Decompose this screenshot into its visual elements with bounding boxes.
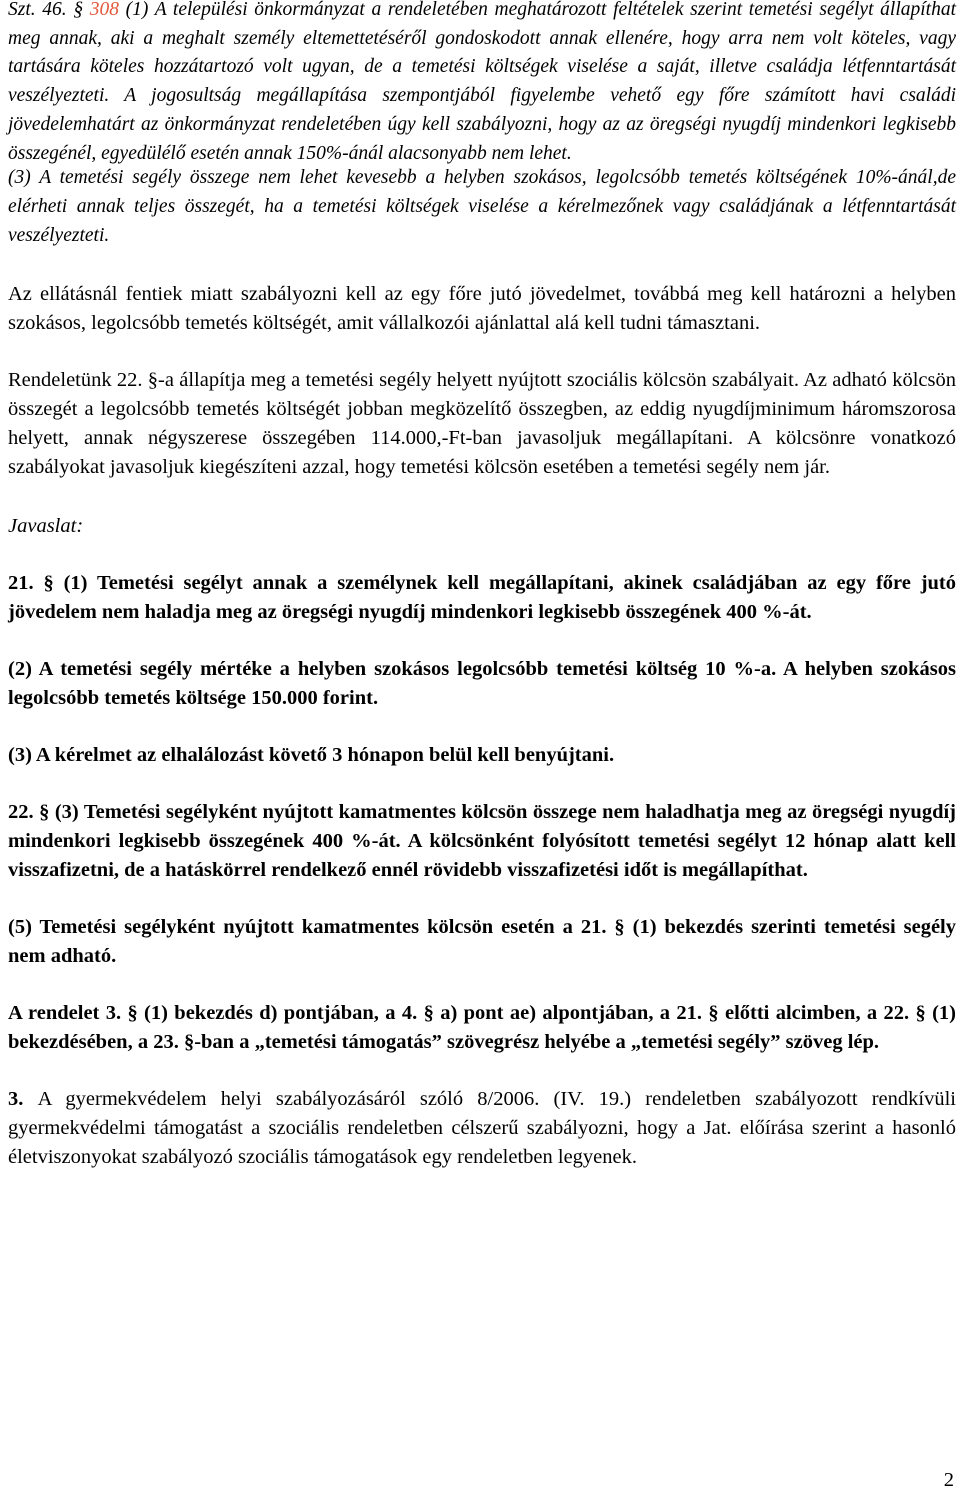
page-number: 2: [943, 1469, 954, 1491]
section-text: A gyermekvédelem helyi szabályozásáról szóló 8/2006. (IV. 19.) rendeletben szabályozott rendkívüli gyermekvédelmi támogatást a szociális rendeletben célszerű szabályozni, hogy a Jat. előírása szerint a hasonló életviszonyokat szabályozó szociális támogatások egy rendeletben legyenek.: [8, 1088, 956, 1169]
section-3-paragraph: [8, 1085, 956, 1172]
section-number: 3.: [8, 1088, 38, 1111]
statute-quote-paragraph-2: (3) A temetési segély összege nem lehet kevesebb a helyben szokásos, legolcsóbb temetés költségének 10%-ánál,de elérheti annak teljes összegét, ha a temetési költségek viselése a kérelmezőnek vagy családjának a létfenntartását veszélyezteti.: [8, 167, 956, 246]
statute-quote-paragraph-1: [8, 0, 956, 168]
proposal-21-2: (2) A temetési segély mértéke a helyben szokásos legolcsóbb temetési költség 10 %-a. A helyben szokásos legolcsóbb temetés költsége 150.000 forint.: [8, 658, 956, 710]
footnote-reference[interactable]: 308: [89, 0, 119, 20]
proposal-21-3: (3) A kérelmet az elhalálozást követő 3 hónapon belül kell benyújtani.: [8, 744, 615, 767]
body-paragraph-1: Az ellátásnál fentiek miatt szabályozni kell az egy főre jutó jövedelmet, továbbá meg kell határozni a helyben szokásos, legolcsóbb temetés költségét, amit vállalkozói ajánlattal alá kell tudni támasztani.: [8, 283, 956, 335]
section-text: § (3) Temetési segélyként nyújtott kamatmentes kölcsön összege nem haladhatja meg az öregségi nyugdíj mindenkori legkisebb összegének 400 %-át. A kölcsönként folyósított temetési segélyt 12 hónap alatt kell visszafizetni, de a hatáskörrel rendelkező ennél rövidebb visszafizetési időt is megállapíthat.: [8, 801, 957, 882]
proposal-21-1: [8, 569, 956, 627]
statute-text: (1) A települési önkormányzat a rendeletében meghatározott feltételek szerint temetési segélyt állapíthat meg annak, aki a meghalt személy eltemettetéséről gondoskodott annak ellenére, hogy arra nem volt köteles, vagy tartására köteles hozzátartozó volt ugyan, de a temetési költségek viselése a saját, illetve családja létfenntartását veszélyezteti. A jogosultság megállapítása szempontjából figyelembe vehető egy főre számított havi családi jövedelemhatárt az önkormányzat rendeletében úgy kell szabályozni, hogy az az öregségi nyugdíj mindenkori legkisebb összegénél, egyedülélő esetén annak 150%-ánál alacsonyabb nem lehet.: [8, 0, 956, 164]
proposal-22-3: [8, 798, 956, 885]
section-text: § (1) Temetési segélyt annak a személynek kell megállapítani, akinek családjában az egy főre jutó jövedelem nem haladja meg az öregségi nyugdíj mindenkori legkisebb összegének 400 %-át.: [8, 572, 957, 624]
section-number: 22.: [8, 801, 40, 824]
proposal-22-5: (5) Temetési segélyként nyújtott kamatmentes kölcsön esetén a 21. § (1) bekezdés szerinti temetési segély nem adható.: [8, 916, 956, 968]
proposal-heading: Javaslat:: [8, 515, 84, 538]
amendment-paragraph: A rendelet 3. § (1) bekezdés d) pontjában, a 4. § a) pont ae) alpontjában, a 21. § előtti alcimben, a 22. § (1) bekezdésében, a 23. §-ban a „temetési támogatás” szövegrész helyébe a „temetési segély” szöveg lép.: [8, 1002, 956, 1054]
statute-lead: Szt. 46. §: [8, 0, 90, 20]
section-number: 21.: [8, 572, 44, 595]
body-paragraph-2: Rendeletünk 22. §-a állapítja meg a temetési segély helyett nyújtott szociális kölcsön szabályait. Az adható kölcsön összegét a legolcsóbb temetés költségét jobban megközelítő összegben, az eddig nyugdíjminimum háromszorosa helyett, annak négyszerese összegében 114.000,-Ft-ban javasoljuk megállapítani. A kölcsönre vonatkozó szabályokat javasoljuk kiegészíteni azzal, hogy temetési kölcsön esetében a temetési segély nem jár.: [8, 369, 956, 479]
document-page: [8, 0, 956, 1172]
